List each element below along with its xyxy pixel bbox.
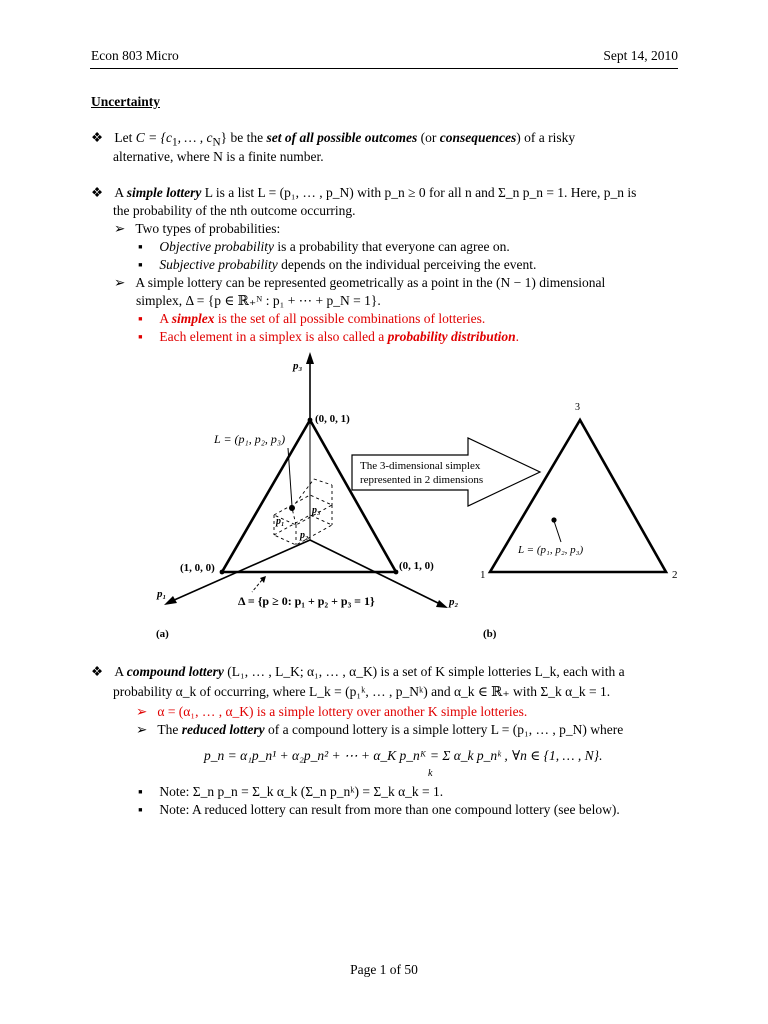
vertex-dot-100 xyxy=(220,570,225,575)
b1-text-a: Let xyxy=(114,130,136,145)
reduced-text-c: of a compound lottery is a simple lottery L = (p₁, … , p_N) where xyxy=(264,722,624,737)
b1-term-outcomes: set of all possible outcomes xyxy=(266,130,418,145)
square-bullet-icon: ▪ xyxy=(138,802,143,817)
axis-p1-label: p₁ xyxy=(157,588,167,600)
page-number: Page 1 of 50 xyxy=(350,962,418,977)
inner-p1-label: p₁ xyxy=(276,516,285,527)
b1-line-2: alternative, where N is a finite number. xyxy=(113,149,324,164)
b1-math-close: } xyxy=(220,130,228,145)
delta-label: Δ = {p ≥ 0: p₁ + p₂ + p₃ = 1} xyxy=(238,594,375,608)
arrow-bullet-icon: ➢ xyxy=(114,221,126,236)
item-note-1 xyxy=(138,783,443,801)
axis-p3-arrowhead xyxy=(306,352,314,364)
callout-text: The 3-dimensional simplex represented in 2 dimensions xyxy=(360,460,484,486)
inner-p2-label: p₂ xyxy=(300,530,309,541)
red2-text-c: . xyxy=(515,329,519,344)
subjective-term: Subjective probability xyxy=(159,257,278,272)
b1-math-c: C = {c xyxy=(135,130,173,145)
square-bullet-icon: ▪ xyxy=(138,311,143,326)
inner-p3-label: p₃ xyxy=(312,505,321,516)
b1-term-consequences: consequences xyxy=(439,130,517,145)
b-lottery-label: L = (p₁, p₂, p₃) xyxy=(518,544,584,556)
lottery-point-b xyxy=(551,517,556,522)
lottery-label-a: L = (p₁, p₂, p₃) xyxy=(214,432,286,446)
b1-sub-n: N xyxy=(212,136,221,149)
red1-text-c: is the set of all possible combinations of lotteries. xyxy=(214,311,486,326)
square-bullet-icon: ▪ xyxy=(138,329,143,344)
reduced-text-a: The xyxy=(157,722,182,737)
b3-line-2: probability α_k of occurring, where L_k = (p₁ᵏ, … , p_Nᵏ) and α_k ∈ ℝ₊ with Σ_k α_k = 1. xyxy=(113,684,611,699)
b2-term-simple-lottery: simple lottery xyxy=(126,185,202,200)
b3-text-a: A xyxy=(114,664,127,679)
item-note-2 xyxy=(138,801,620,819)
sub-bullet-alpha xyxy=(136,703,527,721)
square-bullet-icon: ▪ xyxy=(138,257,143,272)
section-title: Uncertainty xyxy=(91,94,160,109)
figure-caption-b: (b) xyxy=(483,628,497,640)
red2-term-distribution: probability distribution xyxy=(387,329,516,344)
b3-text-c: (L₁, … , L_K; α₁, … , α_K) is a set of K simple lotteries L_k, each with a xyxy=(223,664,625,679)
b2-text-c: L is a list L = (p₁, … , p_N) with p_n ≥ 0 for all n and Σ_n p_n = 1. Here, p_n is xyxy=(201,185,637,200)
delta-pointer-line xyxy=(252,580,262,592)
lottery-point-a xyxy=(289,505,295,511)
vertex-dot-001 xyxy=(308,418,313,423)
vertex-label-010: (0, 1, 0) xyxy=(399,560,434,572)
red1-term-simplex: simplex xyxy=(171,311,215,326)
b1-math-dots: , … , c xyxy=(177,130,213,145)
document-date: Sept 14, 2010 xyxy=(603,48,678,63)
vertex-label-001: (0, 0, 1) xyxy=(315,413,350,425)
objective-term: Objective probability xyxy=(159,239,274,254)
b3-term-compound: compound lottery xyxy=(126,664,224,679)
reduced-formula: p_n = α₁p_n¹ + α₂p_n² + ⋯ + α_K p_nᴷ = Σ α_k p_nᵏ , xyxy=(204,748,508,763)
simplex-line-2: simplex, Δ = {p ∈ ℝ₊ᴺ : p₁ + ⋯ + p_N = 1}. xyxy=(136,293,381,308)
b1-sub-1: 1 xyxy=(172,136,178,149)
arrow-bullet-icon: ➢ xyxy=(136,722,148,737)
diamond-bullet-icon: ❖ xyxy=(91,130,104,145)
axis-p2-label: p₂ xyxy=(449,596,459,608)
note-1-text: Note: Σ_n p_n = Σ_k α_k (Σ_n p_nᵏ) = Σ_k α_k = 1. xyxy=(159,784,444,799)
axis-p2-arrowhead xyxy=(436,600,448,608)
bullet-compound-lottery xyxy=(91,663,625,681)
b-vertex-right-label: 2 xyxy=(672,569,678,581)
note-2-text: Note: A reduced lottery can result from more than one compound lottery (see below). xyxy=(159,802,620,817)
b1-text-be: be the xyxy=(227,130,267,145)
square-bullet-icon: ▪ xyxy=(138,239,143,254)
types-label: Two types of probabilities: xyxy=(135,221,281,236)
axis-p3-label: p₃ xyxy=(293,360,303,372)
b-vertex-left-label: 1 xyxy=(480,569,486,581)
sub-bullet-reduced xyxy=(136,721,623,739)
b1-text-risky: ) of a risky xyxy=(516,130,576,145)
b-vertex-top-label: 3 xyxy=(575,402,580,413)
diamond-bullet-icon: ❖ xyxy=(91,185,104,200)
reduced-term: reduced lottery xyxy=(181,722,265,737)
vertex-dot-010 xyxy=(394,570,399,575)
b1-text-or: (or xyxy=(417,130,440,145)
arrow-bullet-icon: ➢ xyxy=(114,275,126,290)
formula-forall: ∀n ∈ {1, … , N}. xyxy=(512,748,603,763)
alpha-text: α = (α₁, … , α_K) is a simple lottery over another K simple lotteries. xyxy=(157,704,528,719)
red2-text-a: Each element in a simplex is also called a xyxy=(159,329,388,344)
red1-text-a: A xyxy=(159,311,172,326)
simplex-line-1: A simple lottery can be represented geometrically as a point in the (N − 1) dimensional xyxy=(135,275,606,290)
vertex-label-100: (1, 0, 0) xyxy=(180,562,215,574)
b2-text-a: A xyxy=(114,185,127,200)
subjective-text: depends on the individual perceiving the event. xyxy=(277,257,537,272)
b2-line-2: the probability of the nth outcome occurring. xyxy=(113,203,356,218)
arrow-bullet-icon: ➢ xyxy=(136,704,148,719)
objective-text: is a probability that everyone can agree on. xyxy=(273,239,510,254)
square-bullet-icon: ▪ xyxy=(138,784,143,799)
lottery-pointer-b xyxy=(554,521,561,542)
course-title: Econ 803 Micro xyxy=(91,48,179,63)
formula-sum-index: k xyxy=(428,768,433,779)
figure-caption-a: (a) xyxy=(156,628,169,640)
diamond-bullet-icon: ❖ xyxy=(91,664,104,679)
